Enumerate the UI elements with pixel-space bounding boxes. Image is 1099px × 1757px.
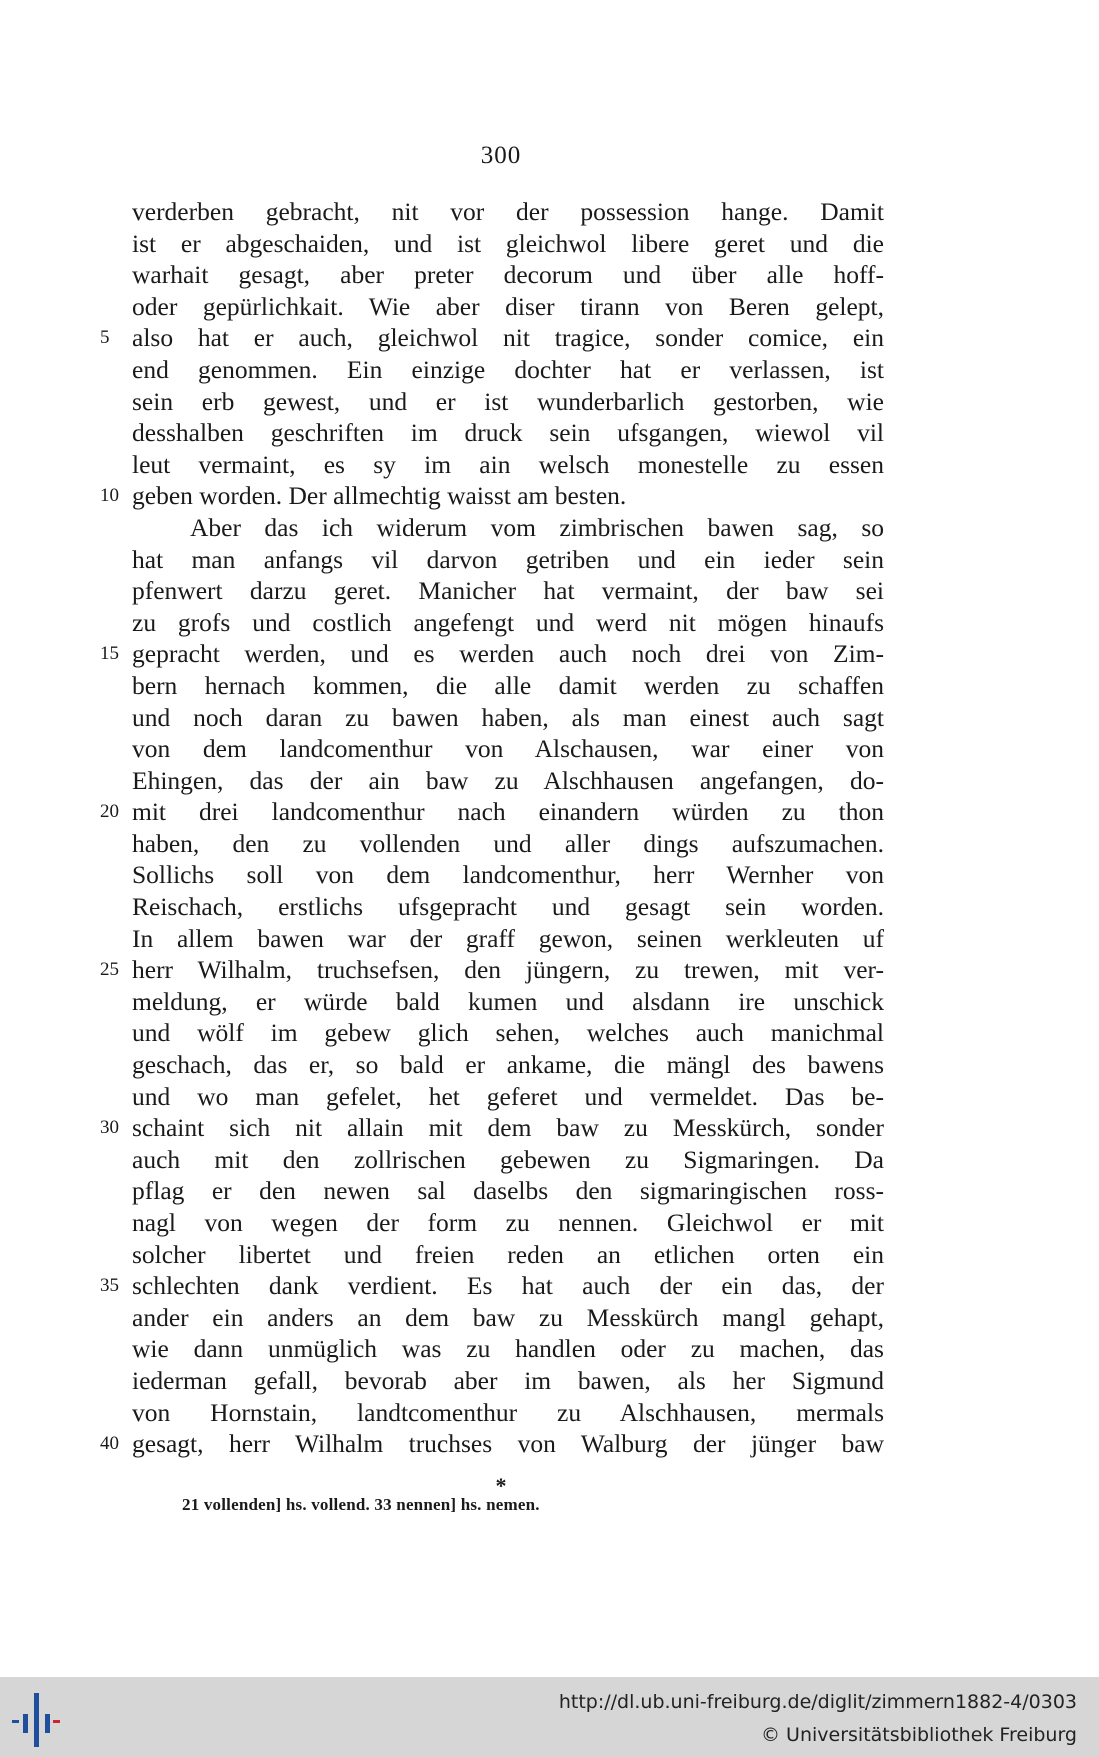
line-text: warhait gesagt, aber preter decorum und über alle hoff- xyxy=(132,260,884,290)
text-line xyxy=(132,986,884,1018)
line-text: geschach, das er, so bald er ankame, die mängl des bawens xyxy=(132,1050,884,1080)
line-text: ist er abgeschaiden, und ist gleichwol libere geret und die xyxy=(132,228,884,258)
text-line xyxy=(132,1049,884,1081)
line-text: schaint sich nit allain mit dem baw zu Messkürch, sonder xyxy=(132,1113,884,1143)
text-line xyxy=(132,417,884,449)
line-text: herr Wilhalm, truchsefsen, den jüngern, zu trewen, mit ver- xyxy=(132,955,884,985)
line-text: und wölf im gebew glich sehen, welches auch manichmal xyxy=(132,1018,884,1048)
line-text: von dem landcomenthur von Alschausen, war einer von xyxy=(132,734,884,764)
text-line xyxy=(132,1081,884,1113)
footer-bar xyxy=(0,1677,1099,1757)
line-text: gepracht werden, und es werden auch noch drei von Zim- xyxy=(132,639,884,669)
line-text: mit drei landcomenthur nach einandern würden zu thon xyxy=(132,797,884,827)
text-line xyxy=(132,449,884,481)
page-number: 300 xyxy=(480,142,522,169)
text-line xyxy=(132,859,884,891)
line-text: desshalben geschriften im druck sein ufsgangen, wiewol vil xyxy=(132,418,884,448)
text-line xyxy=(100,954,884,986)
text-line xyxy=(132,544,884,576)
text-line xyxy=(132,196,884,228)
text-line xyxy=(132,1333,884,1365)
footnote-separator: * xyxy=(495,1473,507,1498)
text-line xyxy=(100,1112,884,1144)
line-number: 10 xyxy=(100,485,119,507)
text-line xyxy=(132,1175,884,1207)
line-text: meldung, er würde bald kumen und alsdann ire unschick xyxy=(132,986,884,1016)
line-number: 15 xyxy=(100,643,119,665)
line-number: 30 xyxy=(100,1117,119,1139)
main-text xyxy=(100,196,884,1460)
line-text: pflag er den newen sal daselbs den sigmaringischen ross- xyxy=(132,1176,884,1206)
ub-freiburg-logo-icon[interactable] xyxy=(10,1690,70,1750)
line-text: wie dann unmüglich was zu handlen oder zu machen, das xyxy=(132,1334,884,1364)
text-line xyxy=(132,1144,884,1176)
text-line xyxy=(132,1207,884,1239)
line-text: leut vermaint, es sy im ain welsch monestelle zu essen xyxy=(132,449,884,479)
line-text: von Hornstain, landtcomenthur zu Alschhausen, mermals xyxy=(132,1397,884,1427)
text-line xyxy=(132,670,884,702)
line-text: iederman gefall, bevorab aber im bawen, als her Sigmund xyxy=(132,1365,884,1395)
text-line xyxy=(100,322,884,354)
line-text: pfenwert darzu geret. Manicher hat vermaint, der baw sei xyxy=(132,576,884,606)
text-line xyxy=(132,228,884,260)
text-line xyxy=(132,765,884,797)
text-line xyxy=(100,796,884,828)
line-text: ander ein anders an dem baw zu Messkürch mangl gehapt, xyxy=(132,1302,884,1332)
line-number: 25 xyxy=(100,959,119,981)
text-line xyxy=(132,291,884,323)
text-line xyxy=(132,891,884,923)
line-text: Ehingen, das der ain baw zu Alschhausen angefangen, do- xyxy=(132,765,884,795)
line-text: geben worden. Der allmechtig waisst am besten. xyxy=(132,481,627,511)
line-text: schlechten dank verdient. Es hat auch der ein das, der xyxy=(132,1271,884,1301)
line-number: 5 xyxy=(100,327,110,349)
text-line xyxy=(132,828,884,860)
line-text: Reischach, erstlichs ufsgepracht und gesagt sein worden. xyxy=(132,892,884,922)
text-line xyxy=(132,259,884,291)
permalink-url[interactable]: http://dl.ub.uni-freiburg.de/diglit/zimmern1882-4/0303 xyxy=(558,1691,1077,1713)
line-text: solcher libertet und freien reden an etlichen orten ein xyxy=(132,1239,884,1269)
text-line xyxy=(132,1239,884,1271)
line-text: sein erb gewest, und er ist wunderbarlich gestorben, wie xyxy=(132,386,884,416)
text-line xyxy=(132,1302,884,1334)
text-line xyxy=(132,1017,884,1049)
line-text: oder gepürlichkait. Wie aber diser tirann von Beren gelept, xyxy=(132,291,884,321)
line-text: Aber das ich widerum vom zimbrischen bawen sag, so xyxy=(190,512,884,542)
text-line xyxy=(132,733,884,765)
line-text: auch mit den zollrischen gebewen zu Sigmaringen. Da xyxy=(132,1144,884,1174)
line-text: gesagt, herr Wilhalm truchses von Walburg der jünger baw xyxy=(132,1429,884,1459)
footnote-apparatus: 21 vollenden] hs. vollend. 33 nennen] hs. nemen. xyxy=(182,1495,540,1514)
text-line xyxy=(100,638,884,670)
line-number: 40 xyxy=(100,1433,119,1455)
text-line xyxy=(132,1365,884,1397)
line-text: also hat er auch, gleichwol nit tragice, sonder comice, ein xyxy=(132,323,884,353)
text-line xyxy=(132,607,884,639)
text-line xyxy=(132,386,884,418)
text-line xyxy=(132,512,884,544)
text-line xyxy=(100,1270,884,1302)
copyright-notice: © Universitätsbibliothek Freiburg xyxy=(761,1724,1077,1746)
line-text: zu grofs und costlich angefengt und werd nit mögen hinaufs xyxy=(132,607,884,637)
line-text: Sollichs soll von dem landcomenthur, herr Wernher von xyxy=(132,860,884,890)
line-text: und noch daran zu bawen haben, als man einest auch sagt xyxy=(132,702,884,732)
text-line xyxy=(100,1428,884,1460)
line-text: haben, den zu vollenden und aller dings aufszumachen. xyxy=(132,828,884,858)
text-line xyxy=(132,575,884,607)
line-text: hat man anfangs vil darvon getriben und ein ieder sein xyxy=(132,544,884,574)
line-number: 35 xyxy=(100,1275,119,1297)
line-text: und wo man gefelet, het geferet und vermeldet. Das be- xyxy=(132,1081,884,1111)
text-line xyxy=(100,480,884,512)
line-text: bern hernach kommen, die alle damit werden zu schaffen xyxy=(132,670,884,700)
text-line xyxy=(132,702,884,734)
line-text: verderben gebracht, nit vor der possession hange. Damit xyxy=(132,197,884,226)
line-text: In allem bawen war der graff gewon, seinen werkleuten uf xyxy=(132,923,884,953)
text-line xyxy=(132,923,884,955)
line-text: nagl von wegen der form zu nennen. Gleichwol er mit xyxy=(132,1208,884,1237)
line-number: 20 xyxy=(100,801,119,823)
line-text: end genommen. Ein einzige dochter hat er verlassen, ist xyxy=(132,354,884,384)
text-line xyxy=(132,1397,884,1429)
text-line xyxy=(132,354,884,386)
